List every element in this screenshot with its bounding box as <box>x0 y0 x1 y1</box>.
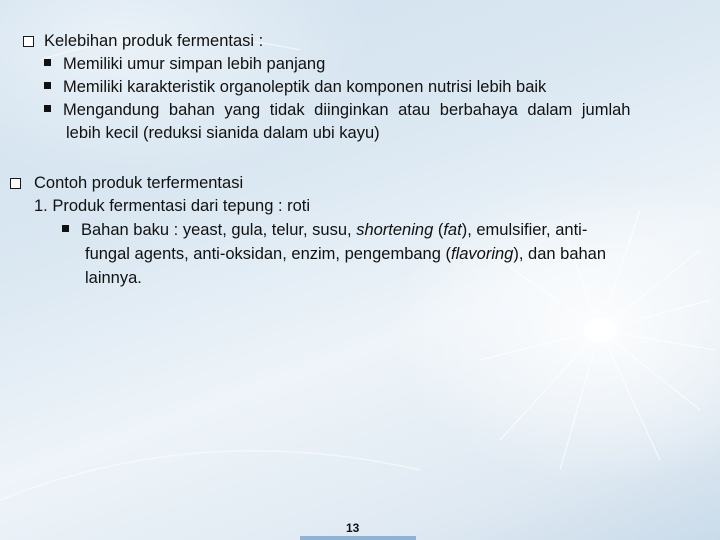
sub-item-text: Bahan baku : yeast, gula, telur, susu, <box>81 221 357 239</box>
sub-item-italic: fat <box>443 221 462 239</box>
checkbox-bullet-icon <box>10 178 21 189</box>
list-item-text: Mengandung bahan yang tidak diinginkan atau berbahaya dalam jumlah <box>63 101 631 119</box>
list-item <box>44 76 546 98</box>
sub-item-text: ), emulsifier, anti- <box>461 221 588 239</box>
sub-item-italic: flavoring <box>450 245 514 263</box>
section1-heading: Kelebihan produk fermentasi : <box>44 32 264 50</box>
list-item-continuation: lebih kecil (reduksi sianida dalam ubi kayu) <box>66 124 380 142</box>
numbered-item: 1. Produk fermentasi dari tepung : roti <box>34 197 311 215</box>
square-bullet-icon <box>44 105 51 112</box>
list-item-text: Memiliki karakteristik organoleptik dan komponen nutrisi lebih baik <box>63 78 547 96</box>
sub-item-italic: shortening <box>356 221 434 239</box>
sub-item-text: ), dan bahan <box>513 245 607 263</box>
square-bullet-icon <box>44 59 51 66</box>
sub-list-item-continuation: lainnya. <box>85 269 142 287</box>
list-item-text: Memiliki umur simpan lebih panjang <box>63 55 326 73</box>
sub-item-text: fungal agents, anti-oksidan, enzim, pengembang ( <box>85 245 451 263</box>
page-number: 13 <box>346 521 360 535</box>
checkbox-bullet-icon <box>23 36 34 47</box>
sub-list-item-continuation <box>85 243 606 265</box>
square-bullet-icon <box>44 82 51 89</box>
sub-item-text: ( <box>433 221 444 239</box>
footer-accent-bar <box>300 536 416 540</box>
section2-heading: Contoh produk terfermentasi <box>34 174 244 192</box>
list-item <box>44 99 630 121</box>
list-item <box>44 53 325 75</box>
sub-list-item <box>62 219 587 241</box>
square-bullet-icon <box>62 225 69 232</box>
